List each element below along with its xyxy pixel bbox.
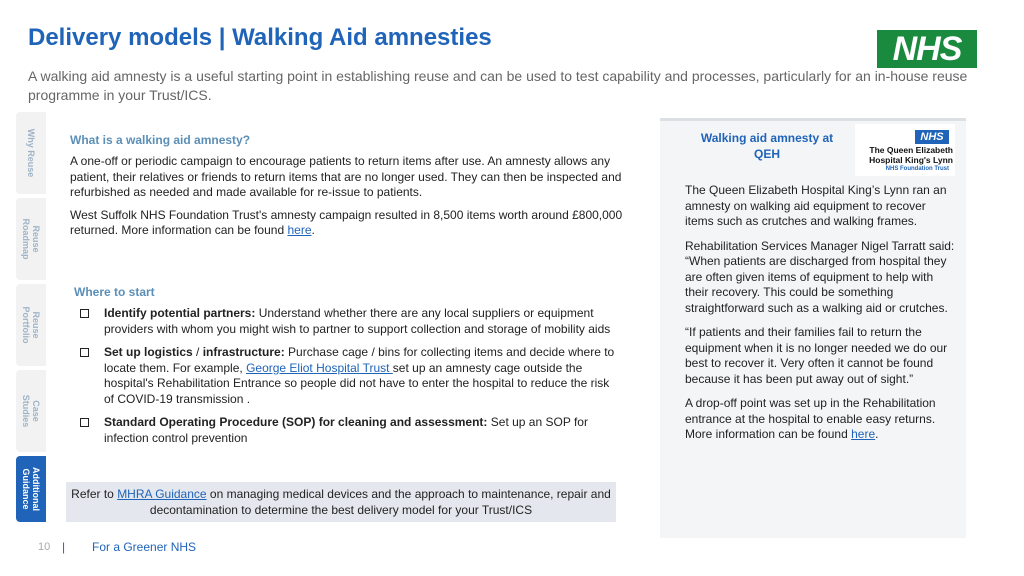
mhra-reference-box (66, 482, 616, 522)
mhra-guidance-link[interactable]: MHRA Guidance (117, 487, 207, 501)
what-is-body (70, 154, 630, 246)
page-title: Delivery models | Walking Aid amnesties (28, 24, 492, 51)
side-tab-label: Additional Guidance (21, 467, 41, 511)
text-span: A drop-off point was set up in the Rehabilitation entrance at the hospital to enable easy returns. More information can be found (685, 396, 936, 441)
list-item (80, 415, 620, 446)
footer-tagline: For a Greener NHS (92, 540, 197, 554)
qeh-logo-trust: NHS Foundation Trust (885, 166, 949, 172)
george-eliot-link[interactable]: George Eliot Hospital Trust (246, 360, 393, 375)
intro-text: A walking aid amnesty is a useful starting point in establishing reuse and can be used to test capability and processes, particularly for an in-house reuse programme in your Trust/ICS. (28, 68, 968, 103)
case-study-para: The Queen Elizabeth Hospital King’s Lynn ran an amnesty on walking aid equipment to recover items such as crutches and walking frames. (685, 183, 947, 228)
list-item (80, 306, 620, 337)
side-tab-reuse-portfolio[interactable] (16, 284, 46, 366)
bullet-text: / (192, 345, 203, 359)
text-span: Refer to (71, 487, 118, 501)
bullet-bold: Set up logistics (104, 345, 193, 359)
what-is-para-west-suffolk (70, 208, 630, 239)
case-study-para: “If patients and their families fail to return the equipment when it is no longer needed we do our best to recover it. Very often it cannot be found because it has been put away out of sight.” (685, 325, 948, 386)
page-number: 10 (38, 541, 51, 553)
text-span: . (311, 223, 315, 237)
side-tab-additional-guidance[interactable] (16, 456, 46, 522)
qeh-nhs-badge: NHS (915, 130, 949, 144)
list-item (80, 345, 620, 407)
checkbox-bullet-icon (80, 418, 89, 427)
side-tab-reuse-roadmap[interactable] (16, 198, 46, 280)
case-study-body (685, 183, 955, 452)
bullet-bold: infrastructure: (202, 345, 285, 359)
case-study-title: Walking aid amnesty at QEH (700, 131, 834, 161)
side-tab-label: Reuse Roadmap (21, 218, 41, 260)
bullet-text: set up an amnesty cage outside the hospital's Rehabilitation Entrance so people did not have to enter the hospital to reduce the risk of COVID-19 transmission . (104, 360, 610, 406)
where-to-start-heading: Where to start (74, 285, 155, 299)
checkbox-bullet-icon (80, 348, 89, 357)
bullet-bold: Identify potential partners: (104, 306, 256, 320)
text-span: West Suffolk NHS Foundation Trust's amnesty campaign resulted in 8,500 items worth around £800,000 returned. More information can be found (70, 207, 623, 237)
text-span: . (875, 427, 879, 441)
what-is-heading: What is a walking aid amnesty? (70, 133, 251, 147)
qeh-logo (855, 124, 955, 176)
bullet-text: Set up an SOP for infection control prevention (104, 415, 588, 445)
side-tab-label: Reuse Portfolio (21, 306, 41, 344)
side-tab-why-reuse[interactable] (16, 112, 46, 194)
what-is-para: A one-off or periodic campaign to encourage patients to return items after use. An amnesty allows any patient, their relatives or friends to return items that are no longer used. They can then be inspected and refurbished as needed and made available for re-issue to patients. (70, 154, 622, 199)
text-span: on managing medical devices and the approach to maintenance, repair and decontamination to determine the best delivery model for your Trust/ICS (149, 487, 611, 517)
checkbox-bullet-icon (80, 309, 89, 318)
where-to-start-list (80, 306, 620, 454)
case-study-para (685, 396, 955, 443)
footer-separator: | (62, 540, 66, 554)
west-suffolk-link[interactable]: here (287, 223, 312, 237)
qeh-more-info-link[interactable]: here (851, 427, 876, 441)
side-tab-label: Why Reuse (26, 128, 36, 178)
qeh-logo-name: The Queen Elizabeth Hospital King's Lynn (869, 145, 953, 165)
nhs-logo: NHS (877, 30, 977, 68)
bullet-text: Understand whether there are any local suppliers or equipment providers with whom you might wish to partner to support collection and storage of mobility aids (104, 306, 611, 336)
side-tab-label: Case Studies (21, 394, 41, 428)
side-tab-case-studies[interactable] (16, 370, 46, 452)
case-study-para: Rehabilitation Services Manager Nigel Tarratt said: “When patients are discharged from hospital they are often given items of equipment to help with their recovery. This could be something straightforward such as a walking aid or crutches. (685, 238, 955, 315)
bullet-text: Purchase cage / bins for collecting items and decide where to locate them. For example, (104, 345, 615, 375)
bullet-bold: Standard Operating Procedure (SOP) for cleaning and assessment: (104, 415, 488, 429)
